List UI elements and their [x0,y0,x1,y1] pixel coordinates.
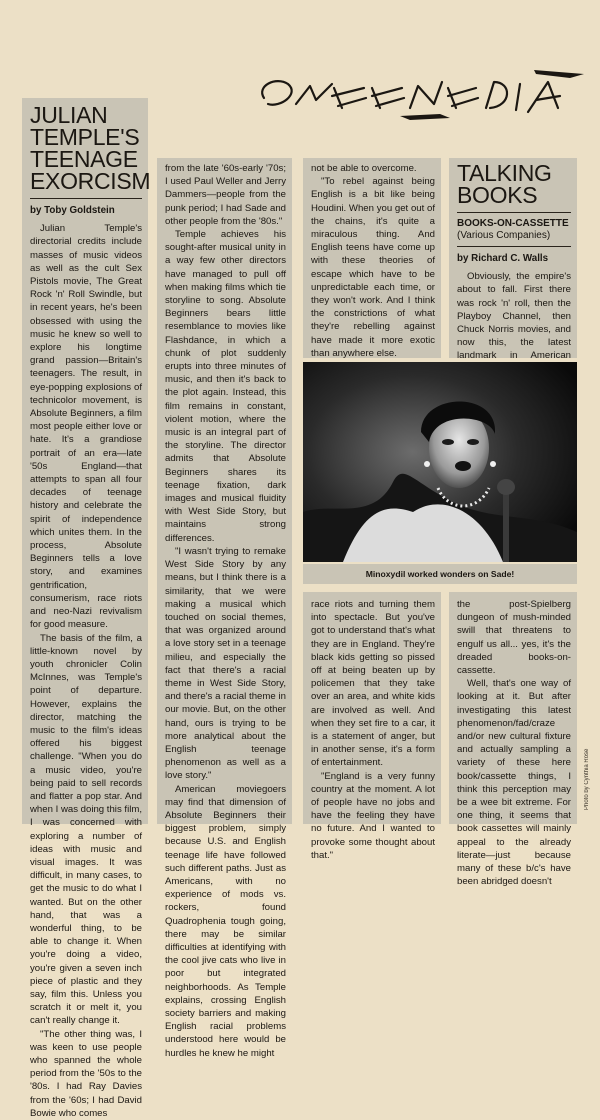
article2-paragraph: Well, that's one way of looking at it. But after investigating this latest phenomenon/fad/craze and/or new cultural fixture and actually sampling a variety of these here book/cassette things, I think this perception may be a wee bit extreme. For one thing, it seems that book cassettes will mainly appeal to the already literate—just because many of these b/c's have been abridged doesn't [457,678,571,888]
article2-paragraph: Obviously, the empire's about to fall. First there was rock 'n' roll, then the Playboy Channel, then Chuck Norris movies, and now this, the latest landmark in American [457,271,571,362]
article1-column-2 [157,158,292,1059]
article1-paragraph: race riots and turning them into spectacle. But you've got to understand that's what they are in England. They're black kids getting so pissed off at being beaten up by policemen that they take over an area, and white kids are involved as well. And when they set fire to a car, it is a statement of anger, but in another sense, it's a form of entertainment. [311,599,435,769]
article1-column-3-bottom [303,592,441,861]
article1-paragraph: "To rebel against being English is a bit like being Houdini. When you get out of the chains, it's quite a miraculous thing. And English teens have come up with these theories of escape which have to be unpredictable each time, or they won't work. And I think the constrictions of what they're rebelling against have made it more exotic than anywhere else. [311,176,435,359]
logo-glyph-d [486,82,507,108]
logo-glyph-r [296,84,332,104]
article1-paragraph: not be able to overcome. [311,163,417,174]
logo-glyph-a [528,82,560,112]
logo-swoosh [534,70,584,78]
article1-paragraph: "England is a very funny country at the moment. A lot of people have no jobs and have the feeling they have no future. And I wanted to provoke some thought about that." [311,770,435,861]
article1-paragraph: Julian Temple's directorial credits include masses of music videos as well as the cult Sex Pistols movie, The Great Rock 'n' Roll Swindle, but in recent years, he's been obsessed with using the music he knew so well to explore his longtime grand passion—Britain's teenagers. The result, in eye-popping explosions of technicolor movement, is Absolute Beginners, a film most people either love or hate. It's a grandiose portrait of an era—late '50s England—that attempts to span all four decades of teenage history and celebrate the spirit of independence which unites them. In the process, Absolute Beginners tells a love story, and examines gentrification, consumerism, race riots and neo-Nazi revivalism for good measure. [30,223,142,631]
article1-headline: JULIAN TEMPLE'S TEENAGE EXORCISM [30,102,151,194]
sade-photo [303,362,577,562]
article2-column-top [449,158,577,362]
sade-photo-illustration [303,362,577,562]
article1-byline: by Toby Goldstein [30,205,115,216]
logo-glyph-g [262,81,292,105]
article1-paragraph: Temple achieves his sought-after musical unity in a way few other directors have managed to pull off when making films which tie storyline to song. Absolute Beginners bears little resemblance to movies like Flashdance, in which a chunk of plot suddenly erupts into three minutes of music, and then it's back to the plot again. Instead, this film remains in constant, violent motion, where the music is an integral part of the storyline. The director admits that Absolute Beginners shares its teenage fixation, dark images and musical fluidity with West Side Story, but maintains strong differences. [165,229,286,544]
masthead-logo [250,68,585,130]
greenedia-logo [250,68,585,130]
headline-rule [457,212,571,213]
photo-caption: Minoxydil worked wonders on Sade! [303,564,577,584]
article1-paragraph: "The other thing was, I was keen to use people who spanned the whole period from the '50s to the '80s. I had Ray Davies from the '60s; I had David Bowie who comes [30,1028,142,1119]
logo-glyph-n [410,82,442,108]
logo-glyph-i [516,84,520,110]
logo-glyph-e2 [372,88,404,108]
article2-headline: TALKING BOOKS [457,160,552,208]
photo-credit: Photo by Cynthia Rose [584,748,590,810]
logo-glyph-e3 [448,88,478,108]
article1-column-1 [22,98,151,1119]
logo-glyph-e1 [332,88,366,108]
article1-paragraph: American moviegoers may find that dimension of Absolute Beginners their biggest problem, simply because U.S. and English teenage life have followed such different paths. Just as Americans, with no experience of mods vs. rockers, found Quadrophenia tough going, there may be similar difficulties at identifying with the cool jive cats who live in poor but integrated neighborhoods. As Temple explains, crossing English society barriers and making English racial problems understood here would be hurdles he knew he might [165,783,286,1059]
article2-byline: by Richard C. Walls [457,253,549,264]
article2-subhead-companies: (Various Companies) [457,230,551,241]
article2-column-bottom [449,592,577,888]
article2-paragraph: the post-Spielberg dungeon of mush-minded swill that threatens to engulf us all... yes, it's the dreaded books-on-cassette. [457,599,571,677]
article1-paragraph: from the late '60s-early '70s; I used Paul Weller and Jerry Dammers—people from the punk period; I had Sade and other people from the '80s." [165,163,286,227]
article1-paragraph: "I wasn't trying to remake West Side Story by any means, but I think there is a similarity, that we were making a musical which touched on social themes, that was organized around a love story set in a teenage milieu, and especially the fact that there's a racial theme in West Side Story, and there's a racial theme in our movie. But, on the other hand, ours is trying to be more analytical about the English teenage phenomenon as well as a love story." [165,545,286,782]
byline-rule [457,246,571,247]
logo-underline-mark [400,114,450,120]
masthead-label: GREENEDIA [250,68,256,69]
article2-subhead: BOOKS-ON-CASSETTE [457,218,569,229]
headline-rule [30,198,142,199]
article1-paragraph: The basis of the film, a little-known novel by youth chronicler Colin McInnes, was Temple's point of departure. However, explains the director, matching the music to the film's ideas offered his biggest challenge. "When you do a music video, you're being paid to sell records and flatter a pop star. And when I was doing this film, I was concerned with exploring a number of ideas with music and visual images. It was difficult, in many cases, to get the music to do what I wanted. But on the other hand, that was a wonderful thing, to be able to change it. When you're doing a video, you're given a seven inch piece of plastic and they say, film this. Unless you scratch it or melt it, you can't really change it. [30,632,142,1027]
article1-column-3-top [303,158,441,358]
